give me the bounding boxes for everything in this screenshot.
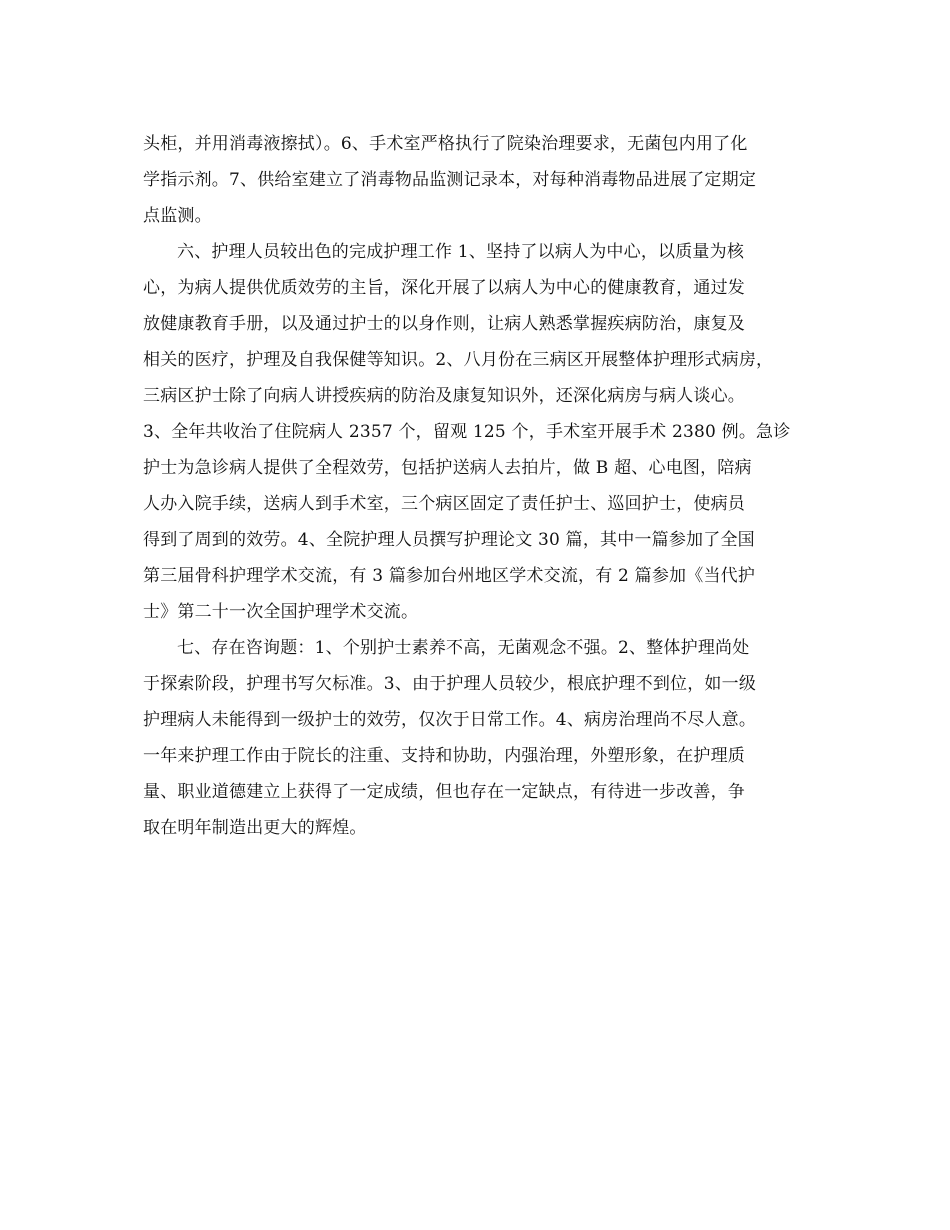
paragraph-1-line-3: 点监测。 [143, 206, 212, 226]
paragraph-3-line-2: 于探索阶段，护理书写欠标准。3、由于护理人员较少，根底护理不到位，如一级 [143, 674, 757, 694]
paragraph-2-line-4: 相关的医疗，护理及自我保健等知识。2、八月份在三病区开展整体护理形式病房， [143, 350, 774, 370]
paragraph-2-line-11: 士》第二十一次全国护理学术交流。 [143, 602, 419, 622]
paragraph-2-line-8: 人办入院手续，送病人到手术室，三个病区固定了责任护士、巡回护士，使病员 [143, 494, 745, 514]
paragraph-1-line-2: 学指示剂。7、供给室建立了消毒物品监测记录本，对每种消毒物品进展了定期定 [143, 170, 757, 190]
paragraph-2-line-3: 放健康教育手册，以及通过护士的以身作则，让病人熟悉掌握疾病防治，康复及 [143, 314, 745, 334]
document-body [143, 126, 823, 846]
paragraph-2-line-9: 得到了周到的效劳。4、全院护理人员撰写护理论文 30 篇，其中一篇参加了全国 [143, 530, 755, 550]
paragraph-2-line-6: 3、全年共收治了住院病人 2357 个，留观 125 个，手术室开展手术 2380 例。急诊 [143, 422, 791, 442]
paragraph-3-line-3: 护理病人未能得到一级护士的效劳，仅次于日常工作。4、病房治理尚不尽人意。 [143, 710, 757, 730]
paragraph-1-line-1: 头柜，并用消毒液擦拭）。6、手术室严格执行了院染治理要求，无菌包内用了化 [143, 134, 748, 154]
paragraph-3-line-5: 量、职业道德建立上获得了一定成绩，但也存在一定缺点，有待进一步改善，争 [143, 782, 745, 802]
paragraph-3-line-6: 取在明年制造出更大的辉煌。 [143, 818, 367, 838]
paragraph-3-line-1: 七、存在咨询题：1、个别护士素养不高，无菌观念不强。2、整体护理尚处 [177, 638, 750, 658]
paragraph-2-line-7: 护士为急诊病人提供了全程效劳，包括护送病人去拍片，做 B 超、心电图，陪病 [143, 458, 752, 478]
paragraph-2-line-10: 第三届骨科护理学术交流，有 3 篇参加台州地区学术交流，有 2 篇参加《当代护 [143, 566, 756, 586]
paragraph-2-line-2: 心，为病人提供优质效劳的主旨，深化开展了以病人为中心的健康教育，通过发 [143, 278, 745, 298]
paragraph-2-line-5: 三病区护士除了向病人讲授疾病的防治及康复知识外，还深化病房与病人谈心。 [143, 386, 745, 406]
paragraph-2-line-1: 六、护理人员较出色的完成护理工作 1、坚持了以病人为中心，以质量为核 [177, 242, 745, 262]
paragraph-3-line-4: 一年来护理工作由于院长的注重、支持和协助，内强治理，外塑形象，在护理质 [143, 746, 745, 766]
